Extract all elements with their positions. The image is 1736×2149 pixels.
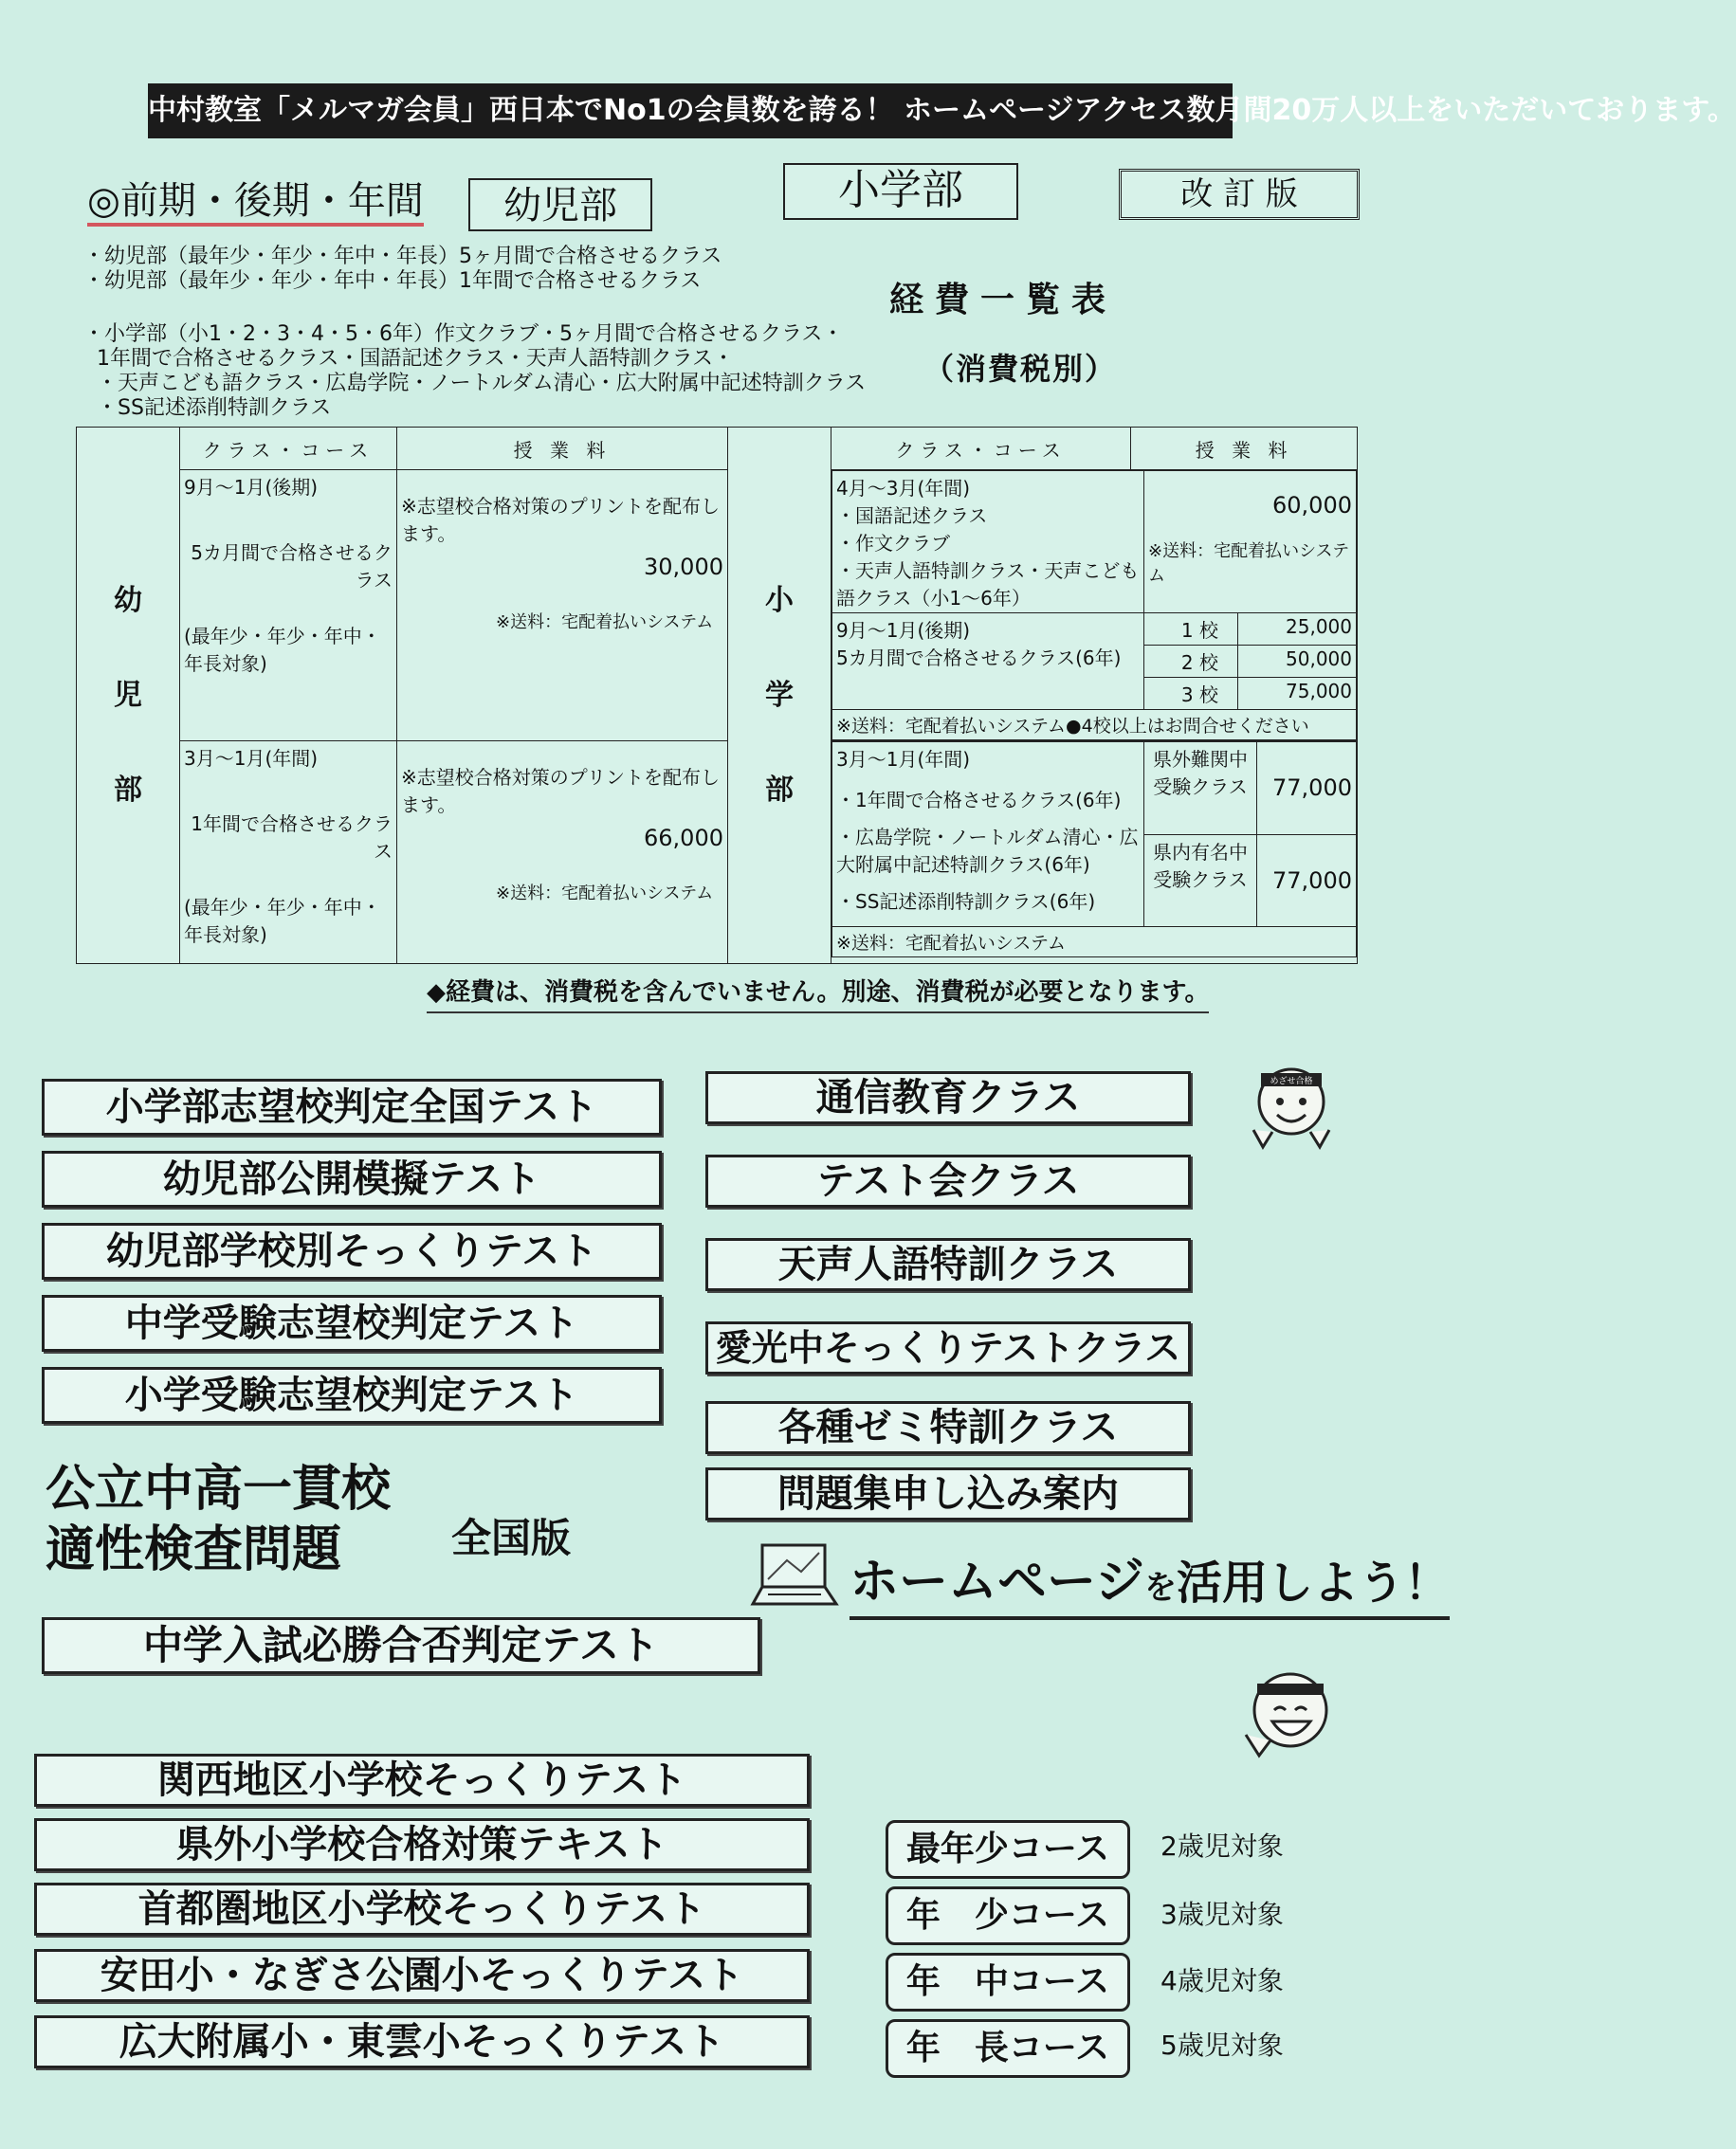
sho-upper-block [831, 470, 1358, 741]
class-list-3: ・小学部（小1・2・3・4・5・6年）作文クラブ・5ヶ月間で合格させるクラス・ [83, 322, 844, 346]
age-nenshou: 3歳児対象 [1160, 1899, 1284, 1930]
shougaku-header-box: 小学部 [783, 163, 1018, 220]
sho-tier2-fee: 50,000 [1238, 646, 1357, 678]
shougaku-label: 小 学 部 [728, 428, 831, 964]
mascot-bottom [1238, 1661, 1343, 1765]
koritsu-title-1: 公立中高一貫校 [46, 1461, 392, 1518]
laptop-icon [749, 1541, 840, 1610]
sho-block3-ship: ※送料：宅配着払いシステム [832, 927, 1357, 957]
period-header: ◎前期・後期・年間 [87, 171, 424, 225]
btn-aiko[interactable]: 愛光中そっくりテストクラス [705, 1321, 1191, 1375]
youji-label: 幼 児 部 [77, 428, 180, 964]
class-list-5: ・天声こども語クラス・広島学院・ノートルダム清心・広大附属中記述特訓クラス [97, 372, 867, 395]
youji-fee-head: 授 業 料 [397, 428, 728, 470]
sho-block2-course: 9月～1月(後期) 5カ月間で合格させるクラス(6年) [832, 613, 1144, 710]
btn-kansai[interactable]: 関西地区小学校そっくりテスト [34, 1754, 810, 1807]
sho-fee-head: 授 業 料 [1131, 428, 1358, 470]
sho-tier3-n: 3 校 [1144, 678, 1238, 710]
tax-note: ◆経費は、消費税を含んでいません。別途、消費税が必要となります。 [427, 973, 1209, 1013]
btn-hirodai[interactable]: 広大附属小・東雲小そっくりテスト [34, 2015, 810, 2068]
koritsu-title-2: 適性検査問題 [46, 1521, 342, 1578]
age-saineshou: 2歳児対象 [1160, 1830, 1284, 1862]
sho-tier3-fee: 75,000 [1238, 678, 1357, 710]
zenkoku-label: 全国版 [451, 1515, 572, 1561]
class-list-6: ・SS記述添削特訓クラス [97, 396, 332, 420]
sho-lower-block [831, 741, 1358, 964]
btn-shutoken[interactable]: 首都圏地区小学校そっくりテスト [34, 1883, 810, 1936]
btn-kengai[interactable]: 県外小学校合格対策テキスト [34, 1818, 810, 1871]
btn-tensei[interactable]: 天声人語特訓クラス [705, 1238, 1191, 1291]
sho-block2-note: ※送料：宅配着払いシステム●4校以上はお問合せください [832, 710, 1357, 740]
sho-cat2: 県内有名中受験クラス [1144, 834, 1257, 927]
btn-yasuda[interactable]: 安田小・なぎさ公園小そっくりテスト [34, 1949, 810, 2002]
btn-zemi[interactable]: 各種ゼミ特訓クラス [705, 1401, 1191, 1454]
fee-title: 経費一覧表 [889, 281, 1118, 319]
homepage-slogan: ホームページを活用しよう！ [850, 1541, 1450, 1620]
sho-tier2-n: 2 校 [1144, 646, 1238, 678]
btn-shoju-hantei[interactable]: 小学受験志望校判定テスト [42, 1367, 662, 1424]
btn-testkai[interactable]: テスト会クラス [705, 1155, 1191, 1208]
sho-cat1: 県外難関中受験クラス [1144, 742, 1257, 835]
youji-row1-course: 9月～1月(後期) 5カ月間で合格させるクラス (最年少・年少・年中・年長対象) [180, 470, 397, 741]
course-nenshou[interactable]: 年 少コース [886, 1886, 1130, 1945]
sho-course-head: クラス・コース [831, 428, 1131, 470]
sho-tier1-n: 1 校 [1144, 613, 1238, 646]
youji-row1-fee: ※志望校合格対策のプリントを配布します。 30,000 ※送料：宅配着払いシステム [397, 470, 728, 741]
revised-edition-box: 改 訂 版 [1119, 169, 1360, 220]
btn-youji-gakkou[interactable]: 幼児部学校別そっくりテスト [42, 1223, 662, 1280]
class-list-4: 1年間で合格させるクラス・国語記述クラス・天声人語特訓クラス・ [97, 347, 735, 371]
course-saineshou[interactable]: 最年少コース [886, 1820, 1130, 1879]
age-nenchou: 5歳児対象 [1160, 2030, 1284, 2061]
sho-fee2: 77,000 [1257, 834, 1357, 927]
btn-mondaishu[interactable]: 問題集申し込み案内 [705, 1467, 1191, 1521]
sho-block3-course: 3月～1月(年間) ・1年間で合格させるクラス(6年) ・広島学院・ノートルダム清心・広大附属中記述特訓クラス(6年) ・SS記述添削特訓クラス(6年) [832, 742, 1144, 927]
btn-chugaku-hisho[interactable]: 中学入試必勝合否判定テスト [42, 1617, 760, 1674]
btn-youji-koukai[interactable]: 幼児部公開模擬テスト [42, 1151, 662, 1208]
youji-course-head: クラス・コース [180, 428, 397, 470]
class-list-2: ・幼児部（最年少・年少・年中・年長）1年間で合格させるクラス [83, 269, 702, 293]
sho-tier1-fee: 25,000 [1238, 613, 1357, 646]
youji-header-box: 幼児部 [468, 178, 652, 231]
sho-fee1: 77,000 [1257, 742, 1357, 835]
youji-row2-course: 3月～1月(年間) 1年間で合格させるクラス (最年少・年少・年中・年長対象) [180, 741, 397, 964]
tax-label: （消費税別） [923, 351, 1118, 387]
course-nenchou[interactable]: 年 長コース [886, 2019, 1130, 2078]
sho-block1-fee: 60,000 ※送料：宅配着払いシステム [1144, 471, 1357, 613]
btn-tsushin[interactable]: 通信教育クラス [705, 1071, 1191, 1124]
youji-row2-fee: ※志望校合格対策のプリントを配布します。 66,000 ※送料：宅配着払いシステム [397, 741, 728, 964]
sho-block1-course: 4月～3月(年間) ・国語記述クラス ・作文クラブ ・天声人語特訓クラス・天声こども語クラス（小1～6年） [832, 471, 1144, 613]
class-list-1: ・幼児部（最年少・年少・年中・年長）5ヶ月間で合格させるクラス [83, 245, 722, 268]
top-banner: 中村教室「メルマガ会員」西日本でNo1の会員数を誇る！ ホームページアクセス数月間20万人以上をいただいております。 [148, 83, 1233, 138]
btn-shou-zenkoku[interactable]: 小学部志望校判定全国テスト [42, 1079, 662, 1136]
age-nenchu: 4歳児対象 [1160, 1965, 1284, 1996]
fee-table [76, 427, 1358, 964]
mascot-top [1244, 1054, 1339, 1158]
btn-chuju-hantei[interactable]: 中学受験志望校判定テスト [42, 1295, 662, 1352]
course-nenchu[interactable]: 年 中コース [886, 1953, 1130, 2012]
mascot-band-text: めざせ合格 [1270, 1077, 1313, 1086]
